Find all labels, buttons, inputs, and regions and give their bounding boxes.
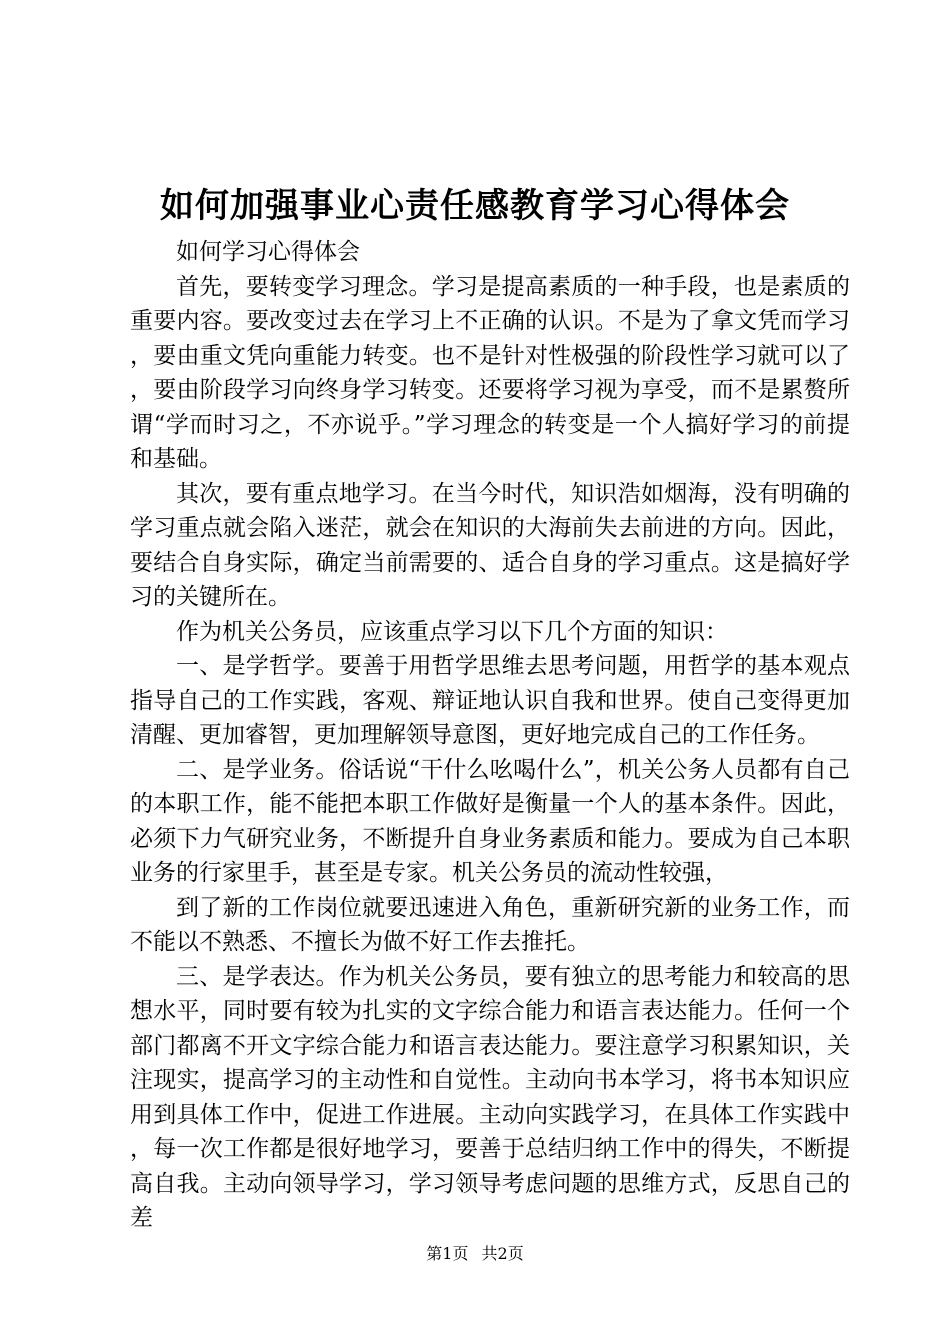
page-footer — [0, 1243, 950, 1265]
paragraph-philosophy: 一、是学哲学。要善于用哲学思维去思考问题，用哲学的基本观点指导自己的工作实践，客观、辩证地认识自我和世界。使自己变得更加清醒、更加睿智，更加理解领导意图，更好地完成自己的工作任务。 — [130, 653, 850, 748]
document-title: 如何加强事业心责任感教育学习心得体会 — [160, 186, 790, 226]
page-total: 共2页 — [481, 1244, 524, 1263]
paragraph-civil-servant-intro: 作为机关公务员，应该重点学习以下几个方面的知识： — [176, 618, 728, 645]
paragraph-learning-concept: 首先，要转变学习理念。学习是提高素质的一种手段，也是素质的重要内容。要改变过去在学习上不正确的认识。不是为了拿文凭而学习，要由重文凭向重能力转变。也不是针对性极强的阶段性学习就可以了，要由阶段学习向终身学习转变。还要将学习视为享受，而不是累赘所谓“学而时习之，不亦说乎。”学习理念的转变是一个人搞好学习的前提和基础。 — [130, 273, 850, 472]
paragraph-expression: 三、是学表达。作为机关公务员，要有独立的思考能力和较高的思想水平，同时要有较为扎实的文字综合能力和语言表达能力。任何一个部门都离不开文字综合能力和语言表达能力。要注意学习积累知识，关注现实，提高学习的主动性和自觉性。主动向书本学习，将书本知识应用到具体工作中，促进工作进展。主动向实践学习，在具体工作实践中，每一次工作都是很好地学习，要善于总结归纳工作中的得失，不断提高自我。主动向领导学习，学习领导考虑问题的思维方式，反思自己的差 — [130, 963, 850, 1231]
paragraph-business: 二、是学业务。俗话说“干什么吆喝什么”，机关公务人员都有自己的本职工作，能不能把本职工作做好是衡量一个人的基本条件。因此，必须下力气研究业务，不断提升自身业务素质和能力。要成为自己本职业务的行家里手，甚至是专家。机关公务员的流动性较强， — [130, 756, 850, 886]
paragraph-subtitle: 如何学习心得体会 — [176, 239, 360, 265]
document-body — [130, 235, 850, 1236]
paragraph-new-post: 到了新的工作岗位就要迅速进入角色，重新研究新的业务工作，而不能以不熟悉、不擅长为做不好工作去推托。 — [130, 894, 850, 955]
page-number: 第1页 — [426, 1244, 469, 1263]
paragraph-key-learning: 其次，要有重点地学习。在当今时代，知识浩如烟海，没有明确的学习重点就会陷入迷茫，就会在知识的大海前失去前进的方向。因此，要结合自身实际，确定当前需要的、适合自身的学习重点。这是搞好学习的关键所在。 — [130, 480, 850, 610]
